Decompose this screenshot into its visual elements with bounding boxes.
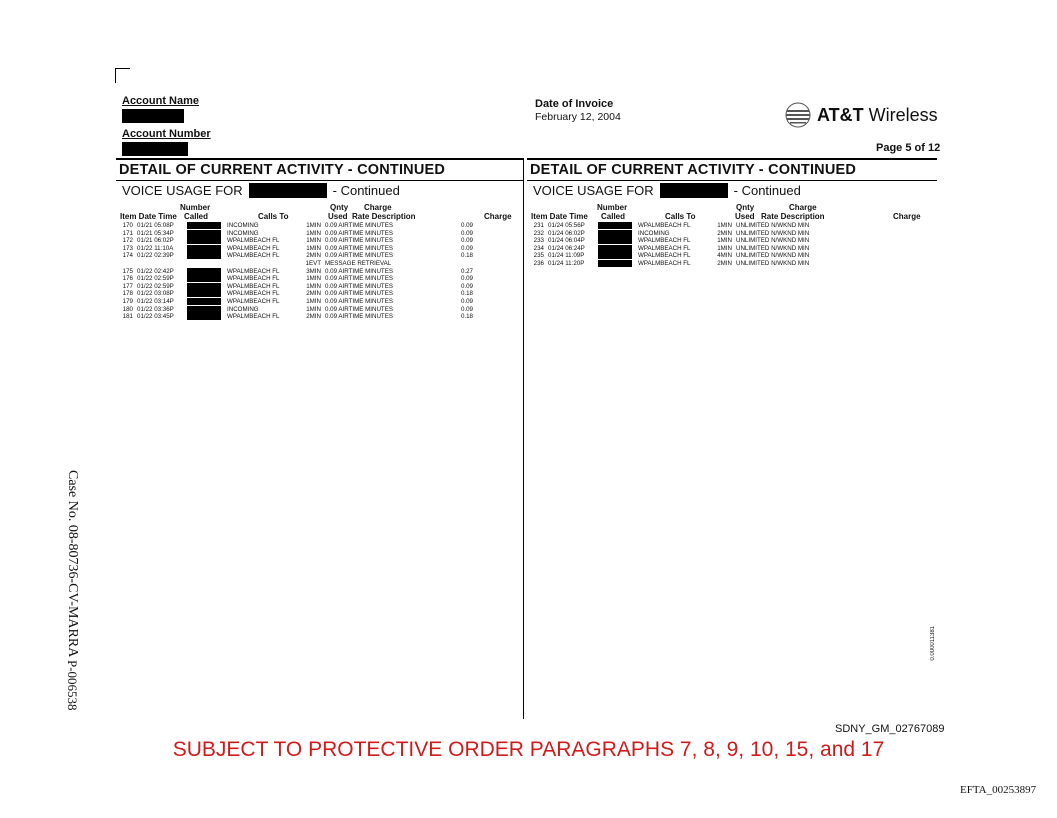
row-qty: 1MIN — [306, 297, 321, 305]
col-calls-to: Calls To — [258, 212, 289, 221]
row-number-called — [187, 260, 227, 268]
table-row — [531, 260, 931, 268]
invoice-date: February 12, 2004 — [535, 111, 621, 123]
row-number-called — [187, 298, 227, 306]
row-charge — [854, 245, 884, 253]
row-item: 175 — [122, 267, 133, 275]
row-charge — [854, 252, 884, 260]
row-qty: 3MIN — [306, 267, 321, 275]
case-number-stamp: Case No. 08-80736-CV-MARRA — [65, 470, 80, 658]
globe-icon — [785, 102, 811, 128]
row-rate-description: UNLIMITED N/WKND MIN — [736, 222, 810, 229]
row-qty: 2MIN — [306, 313, 321, 321]
row-calls-to: WPALMBEACH FL — [638, 252, 691, 260]
row-number-called — [187, 283, 227, 291]
col-calls-to: Calls To — [665, 212, 696, 221]
row-date-time: 01/22 03:14P — [137, 297, 174, 305]
section-title-left: DETAIL OF CURRENT ACTIVITY - CONTINUED — [116, 158, 524, 181]
row-rate-description: 0.09 AIRTIME MINUTES — [325, 297, 393, 305]
row-item: 231 — [533, 222, 544, 229]
account-name-redaction — [122, 109, 184, 123]
row-rate-description: UNLIMITED N/WKND MIN — [736, 244, 810, 252]
row-qty: 1MIN — [306, 244, 321, 252]
row-charge: 0.09 — [460, 229, 473, 237]
redaction-bar — [187, 268, 221, 275]
redaction-bar — [187, 275, 221, 282]
table-row — [120, 237, 520, 245]
row-number-called — [187, 290, 227, 298]
row-calls-to: INCOMING — [227, 229, 259, 237]
row-date-time: 01/24 06:04P — [548, 237, 585, 245]
row-number-called — [187, 237, 227, 245]
redaction-bar — [187, 283, 221, 290]
column-divider — [523, 159, 524, 719]
row-rate-description: 0.09 AIRTIME MINUTES — [325, 282, 393, 290]
table-row — [120, 298, 520, 306]
table-row — [120, 313, 520, 321]
row-rate-description: UNLIMITED N/WKND MIN — [736, 237, 810, 245]
redaction-bar — [187, 252, 221, 259]
col-rate-description: Rate Description — [352, 212, 416, 221]
row-calls-to: INCOMING — [227, 222, 259, 229]
row-rate-description: UNLIMITED N/WKND MIN — [736, 252, 810, 260]
row-calls-to: WPALMBEACH FL — [227, 275, 280, 283]
redaction-bar — [187, 245, 221, 252]
row-qty: 1MIN — [306, 229, 321, 237]
table-row — [531, 237, 931, 245]
row-number-called — [187, 252, 227, 260]
row-date-time: 01/24 11:09P — [548, 252, 585, 260]
row-item: 232 — [533, 229, 544, 237]
logo-text-bold: AT&T — [817, 104, 864, 125]
bates-stamp: P-006538 — [65, 660, 80, 711]
voice-usage-left — [122, 183, 400, 198]
account-name-label: Account Name — [122, 95, 200, 107]
row-charge: 0.27 — [460, 267, 473, 275]
redaction-bar — [187, 237, 221, 244]
side-id-stamp: 0.000011381 — [930, 626, 936, 661]
row-qty: 2MIN — [306, 252, 321, 260]
table-row — [120, 283, 520, 291]
row-date-time: 01/22 02:42P — [137, 267, 174, 275]
efta-stamp: EFTA_00253897 — [960, 784, 1037, 796]
table-row — [120, 290, 520, 298]
table-row — [120, 268, 520, 276]
row-date-time: 01/21 05:34P — [137, 229, 174, 237]
row-item — [120, 260, 133, 268]
row-date-time: 01/22 03:45P — [137, 313, 174, 321]
voice-number-redaction — [660, 183, 728, 198]
row-charge: 0.18 — [460, 313, 473, 321]
row-calls-to: WPALMBEACH FL — [227, 282, 280, 290]
row-qty: 1MIN — [306, 237, 321, 245]
col-charge: Charge — [484, 212, 512, 221]
row-item: 173 — [122, 244, 133, 252]
row-item: 176 — [122, 275, 133, 283]
invoice-date-label: Date of Invoice — [535, 98, 614, 110]
row-qty: 2MIN — [306, 290, 321, 298]
section-title-right: DETAIL OF CURRENT ACTIVITY - CONTINUED — [527, 158, 937, 181]
redaction-bar — [598, 230, 632, 237]
row-item: 180 — [122, 305, 133, 313]
row-number-called — [187, 313, 227, 321]
col-charge: Charge — [893, 212, 921, 221]
row-calls-to: WPALMBEACH FL — [638, 237, 691, 245]
row-number-called — [598, 230, 638, 238]
col-called: Called — [601, 212, 626, 221]
continued-label: - Continued — [332, 183, 400, 198]
row-charge: 0.09 — [460, 237, 473, 245]
col-charge-hdr: Charge — [364, 203, 392, 212]
row-charge — [854, 237, 884, 245]
table-row — [120, 275, 520, 283]
row-item: 181 — [122, 313, 133, 321]
row-qty: 4MIN — [717, 252, 732, 260]
row-item: 171 — [122, 229, 133, 237]
table-row — [531, 252, 931, 260]
row-rate-description: 0.09 AIRTIME MINUTES — [325, 237, 393, 245]
row-item: 178 — [122, 290, 133, 298]
row-item: 179 — [122, 297, 133, 305]
row-date-time — [133, 260, 187, 268]
protective-order-notice: SUBJECT TO PROTECTIVE ORDER PARAGRAPHS 7, 8, 9, 10, 15, and 17 — [172, 738, 885, 761]
row-rate-description: UNLIMITED N/WKND MIN — [736, 229, 810, 237]
row-date-time: 01/21 06:02P — [137, 237, 174, 245]
row-charge: 0.09 — [460, 305, 473, 313]
row-calls-to — [227, 260, 295, 268]
row-rate-description: UNLIMITED N/WKND MIN — [736, 259, 810, 267]
row-calls-to: WPALMBEACH FL — [227, 252, 280, 260]
col-used: Used — [328, 212, 348, 221]
col-qnty: Qnty — [330, 203, 349, 212]
row-item: 172 — [122, 237, 133, 245]
row-rate-description: 0.09 AIRTIME MINUTES — [325, 244, 393, 252]
voice-label: VOICE USAGE FOR — [122, 183, 243, 198]
row-charge — [854, 222, 884, 230]
row-qty: 1MIN — [306, 305, 321, 313]
row-number-called — [187, 306, 227, 314]
row-item: 174 — [122, 252, 133, 260]
row-date-time: 01/24 05:56P — [548, 222, 585, 229]
redaction-bar — [598, 260, 632, 267]
row-number-called — [598, 222, 638, 230]
row-calls-to: WPALMBEACH FL — [638, 259, 691, 267]
voice-usage-right — [533, 183, 801, 198]
row-item: 170 — [122, 222, 133, 229]
row-number-called — [598, 237, 638, 245]
row-charge: 0.09 — [460, 297, 473, 305]
row-date-time: 01/24 06:24P — [548, 244, 585, 252]
col-number: Number — [597, 203, 628, 212]
row-qty: 2MIN — [717, 259, 732, 267]
row-date-time: 01/22 02:59P — [137, 282, 174, 290]
row-qty: 1MIN — [306, 222, 321, 229]
col-item-date-time: Item Date Time — [531, 212, 588, 221]
col-qnty: Qnty — [736, 203, 755, 212]
redaction-bar — [187, 298, 221, 305]
voice-label: VOICE USAGE FOR — [533, 183, 654, 198]
row-qty: 1MIN — [306, 275, 321, 283]
col-rate-description: Rate Description — [761, 212, 825, 221]
col-number: Number — [180, 203, 211, 212]
row-charge: 0.09 — [460, 244, 473, 252]
redaction-bar — [598, 252, 632, 259]
row-qty: 1EVT — [305, 259, 321, 267]
row-number-called — [598, 252, 638, 260]
row-rate-description: 0.09 AIRTIME MINUTES — [325, 305, 393, 313]
row-number-called — [187, 268, 227, 276]
row-item: 177 — [122, 282, 133, 290]
table-row — [120, 260, 520, 268]
row-number-called — [187, 230, 227, 238]
table-row — [120, 230, 520, 238]
row-number-called — [187, 222, 227, 230]
redaction-bar — [187, 306, 221, 313]
row-calls-to: INCOMING — [227, 305, 259, 313]
row-qty: 1MIN — [717, 237, 732, 245]
table-row — [120, 222, 520, 230]
redaction-bar — [598, 237, 632, 244]
row-calls-to: WPALMBEACH FL — [227, 244, 280, 252]
row-calls-to: WPALMBEACH FL — [638, 244, 691, 252]
row-calls-to: WPALMBEACH FL — [638, 222, 691, 229]
row-item: 234 — [533, 244, 544, 252]
table-row — [531, 230, 931, 238]
redaction-bar — [598, 222, 632, 229]
usage-table-left — [120, 222, 520, 321]
row-date-time: 01/22 03:08P — [137, 290, 174, 298]
row-calls-to: WPALMBEACH FL — [227, 237, 280, 245]
row-date-time: 01/22 02:59P — [137, 275, 174, 283]
row-charge: 0.09 — [460, 282, 473, 290]
col-called: Called — [184, 212, 209, 221]
table-row — [531, 245, 931, 253]
row-rate-description: 0.09 AIRTIME MINUTES — [325, 290, 393, 298]
continued-label: - Continued — [733, 183, 801, 198]
table-row — [120, 245, 520, 253]
row-number-called — [598, 260, 638, 268]
row-rate-description: 0.09 AIRTIME MINUTES — [325, 267, 393, 275]
row-rate-description: 0.09 AIRTIME MINUTES — [325, 252, 393, 260]
col-used: Used — [735, 212, 755, 221]
row-date-time: 01/22 03:36P — [137, 305, 174, 313]
table-row — [531, 222, 931, 230]
row-item: 236 — [533, 259, 544, 267]
redaction-bar — [187, 222, 221, 229]
row-rate-description: 0.09 AIRTIME MINUTES — [325, 313, 393, 321]
row-charge: 0.18 — [460, 252, 473, 260]
column-headers-left — [120, 203, 520, 223]
redaction-bar — [598, 245, 632, 252]
row-charge: 0.09 — [460, 222, 473, 229]
row-charge: 0.09 — [460, 275, 473, 283]
row-rate-description: MESSAGE RETRIEVAL — [325, 259, 392, 267]
row-date-time: 01/22 11:10A — [137, 244, 174, 252]
row-calls-to: INCOMING — [638, 229, 670, 237]
row-date-time: 01/22 02:39P — [137, 252, 174, 260]
row-date-time: 01/24 11:20P — [548, 259, 585, 267]
row-number-called — [187, 245, 227, 253]
row-charge — [854, 260, 884, 268]
row-date-time: 01/21 05:08P — [137, 222, 174, 229]
row-date-time: 01/24 06:02P — [548, 229, 585, 237]
sdny-stamp: SDNY_GM_02767089 — [835, 723, 945, 735]
redaction-bar — [187, 230, 221, 237]
column-headers-right — [531, 203, 931, 223]
voice-number-redaction — [249, 183, 327, 198]
row-qty: 1MIN — [717, 222, 732, 229]
crop-mark — [115, 68, 130, 83]
table-row — [120, 306, 520, 314]
col-item-date-time: Item Date Time — [120, 212, 177, 221]
usage-table-right — [531, 222, 931, 268]
row-item: 235 — [533, 252, 544, 260]
row-qty: 1MIN — [306, 282, 321, 290]
row-calls-to: WPALMBEACH FL — [227, 267, 280, 275]
att-logo — [785, 102, 938, 128]
redaction-bar — [187, 313, 221, 320]
col-charge-hdr: Charge — [789, 203, 817, 212]
account-number-redaction — [122, 142, 188, 156]
row-qty: 2MIN — [717, 229, 732, 237]
row-rate-description: 0.09 AIRTIME MINUTES — [325, 222, 393, 229]
row-charge — [854, 230, 884, 238]
row-rate-description: 0.09 AIRTIME MINUTES — [325, 229, 393, 237]
logo-text: Wireless — [863, 104, 938, 125]
row-number-called — [187, 275, 227, 283]
row-calls-to: WPALMBEACH FL — [227, 313, 280, 321]
row-qty: 1MIN — [717, 244, 732, 252]
row-calls-to: WPALMBEACH FL — [227, 297, 280, 305]
row-item: 233 — [533, 237, 544, 245]
table-row — [120, 252, 520, 260]
redaction-bar — [187, 290, 221, 297]
page-info: Page 5 of 12 — [876, 142, 941, 154]
row-rate-description: 0.09 AIRTIME MINUTES — [325, 275, 393, 283]
row-charge: 0.18 — [460, 290, 473, 298]
row-number-called — [598, 245, 638, 253]
row-charge — [443, 260, 473, 268]
row-calls-to: WPALMBEACH FL — [227, 290, 280, 298]
account-number-label: Account Number — [122, 128, 211, 140]
